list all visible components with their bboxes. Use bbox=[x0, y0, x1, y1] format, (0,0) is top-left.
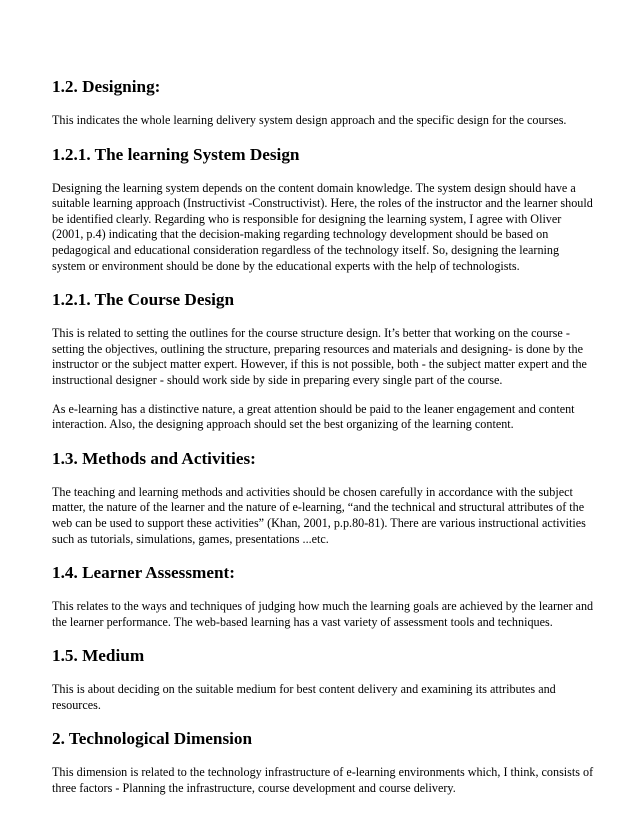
section-paragraph: This indicates the whole learning delivery system design approach and the specific design for the courses. bbox=[52, 113, 567, 127]
section-heading-learner-assessment: 1.4. Learner Assessment: bbox=[52, 563, 235, 583]
section-heading-medium: 1.5. Medium bbox=[52, 646, 145, 666]
section-paragraph: This dimension is related to the technology infrastructure of e-learning environments which, I think, consists of three factors - Planning the infrastructure, course development and course delivery. bbox=[52, 765, 594, 796]
section-heading-technological-dimension: 2. Technological Dimension bbox=[52, 729, 253, 749]
section-paragraph: This is related to setting the outlines for the course structure design. It’s better that working on the course - setting the objectives, outlining the structure, preparing resources and materials and designing- is done by the instructor or the subject matter expert. However, if this is not possible, both - the subject matter expert and the instructional designer - should work side by side in preparing every single part of the course. bbox=[52, 326, 587, 387]
section-heading-methods-activities: 1.3. Methods and Activities: bbox=[52, 448, 256, 468]
section-heading-designing: 1.2. Designing: bbox=[52, 77, 161, 96]
section-heading-learning-system-design: 1.2.1. The learning System Design bbox=[52, 144, 300, 164]
section-paragraph: As e-learning has a distinctive nature, a great attention should be paid to the leaner engagement and content interaction. Also, the designing approach should set the best organizing of the learning content. bbox=[52, 401, 575, 432]
section-paragraph: This is about deciding on the suitable medium for best content delivery and examining its attributes and resources. bbox=[52, 682, 556, 712]
section-paragraph: The teaching and learning methods and activities should be chosen carefully in accordance with the subject matter, the nature of the learner and the nature of e-learning, “and the technical and structural attributes of the web can be used to support these activities” (Khan, 2001, p.p.80-81). There are various instructional activities such as tutorials, simulations, games, presentations ...etc. bbox=[52, 484, 586, 546]
section-paragraph: Designing the learning system depends on the content domain knowledge. The system design should have a suitable learning approach (Instructivist -Constructivist). Here, the roles of the instructor and the learner should be identified clearly. Regarding who is responsible for designing the learning system, I agree with Oliver (2001, p.4) indicating that the decision-making regarding technology development should be based on pedagogical and educational consideration regardless of the technology itself. So, designing the learning system or environment should be done by the educational experts with the help of technologists. bbox=[52, 180, 593, 273]
section-paragraph: This relates to the ways and techniques of judging how much the learning goals are achieved by the learner and the learner performance. The web-based learning has a vast variety of assessment tools and techniques. bbox=[52, 599, 594, 629]
section-heading-course-design: 1.2.1. The Course Design bbox=[52, 290, 235, 310]
